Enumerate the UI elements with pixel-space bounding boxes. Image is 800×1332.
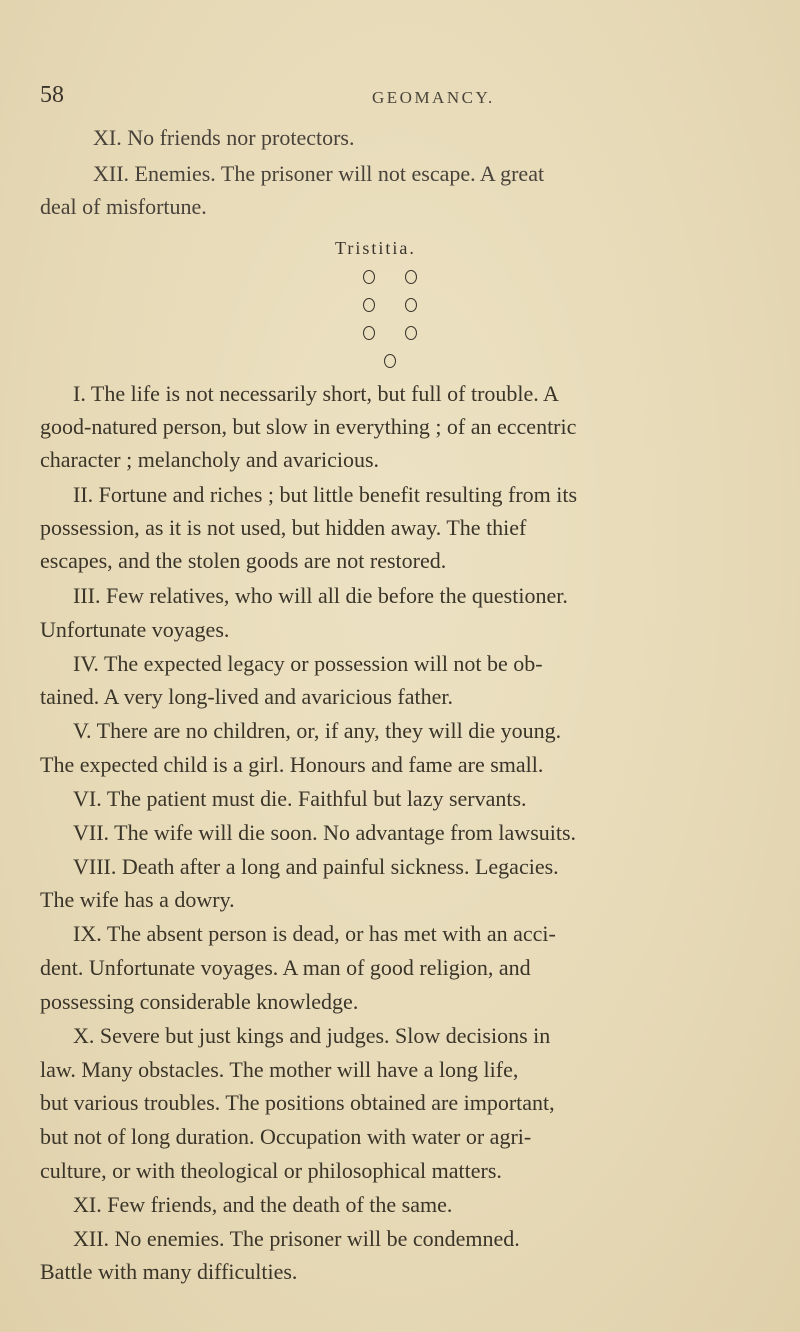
text-line: XII. Enemies. The prisoner will not escape. A great <box>93 161 545 186</box>
figure-dot-icon <box>405 270 417 284</box>
text-line: escapes, and the stolen goods are not restored. <box>40 548 447 573</box>
figure-dot-icon <box>405 298 417 312</box>
text-line: III. Few relatives, who will all die before the questioner. <box>73 583 568 608</box>
text-line: XII. No enemies. The prisoner will be condemned. <box>73 1226 520 1251</box>
text-line: IV. The expected legacy or possession will not be ob- <box>73 651 543 676</box>
text-line: VIII. Death after a long and painful sickness. Legacies. <box>73 854 559 879</box>
text-line: IX. The absent person is dead, or has met with an acci- <box>73 921 556 946</box>
figure-title: Tristitia. <box>335 238 416 258</box>
text-line: XI. Few friends, and the death of the same. <box>73 1192 453 1217</box>
text-line: V. There are no children, or, if any, they will die young. <box>73 718 562 743</box>
text-line: law. Many obstacles. The mother will have a long life, <box>40 1057 519 1082</box>
figure-dot-icon <box>363 270 375 284</box>
text-line: The expected child is a girl. Honours and fame are small. <box>40 752 544 777</box>
text-line: The wife has a dowry. <box>40 887 235 912</box>
figure-dot-icon <box>384 354 396 368</box>
text-line: character ; melancholy and avaricious. <box>40 447 380 472</box>
page-number: 58 <box>40 82 64 108</box>
text-line: dent. Unfortunate voyages. A man of good religion, and <box>40 955 531 980</box>
text-line: X. Severe but just kings and judges. Slow decisions in <box>73 1023 551 1048</box>
figure-dot-icon <box>405 326 417 340</box>
text-line: possessing considerable knowledge. <box>40 989 359 1014</box>
running-head <box>40 82 740 112</box>
text-line: VI. The patient must die. Faithful but lazy servants. <box>73 786 527 811</box>
text-line: XI. No friends nor protectors. <box>93 125 355 150</box>
header-title: GEOMANCY. <box>372 88 495 107</box>
text-line: culture, or with theological or philosophical matters. <box>40 1158 502 1183</box>
text-line: Unfortunate voyages. <box>40 617 230 642</box>
figure-dot-icon <box>363 326 375 340</box>
text-line: deal of misfortune. <box>40 194 207 219</box>
text-line: but not of long duration. Occupation with water or agri- <box>40 1124 532 1149</box>
text-line: possession, as it is not used, but hidden away. The thief <box>40 515 527 540</box>
text-line: tained. A very long-lived and avaricious father. <box>40 684 453 709</box>
text-line: VII. The wife will die soon. No advantage from lawsuits. <box>73 820 577 845</box>
text-line: good-natured person, but slow in everything ; of an eccentric <box>40 414 577 439</box>
text-line: but various troubles. The positions obtained are important, <box>40 1090 555 1115</box>
figure-dot-icon <box>363 298 375 312</box>
text-line: Battle with many difficulties. <box>40 1259 298 1284</box>
text-line: II. Fortune and riches ; but little benefit resulting from its <box>73 482 578 507</box>
text-line: I. The life is not necessarily short, but full of trouble. A <box>73 381 559 406</box>
